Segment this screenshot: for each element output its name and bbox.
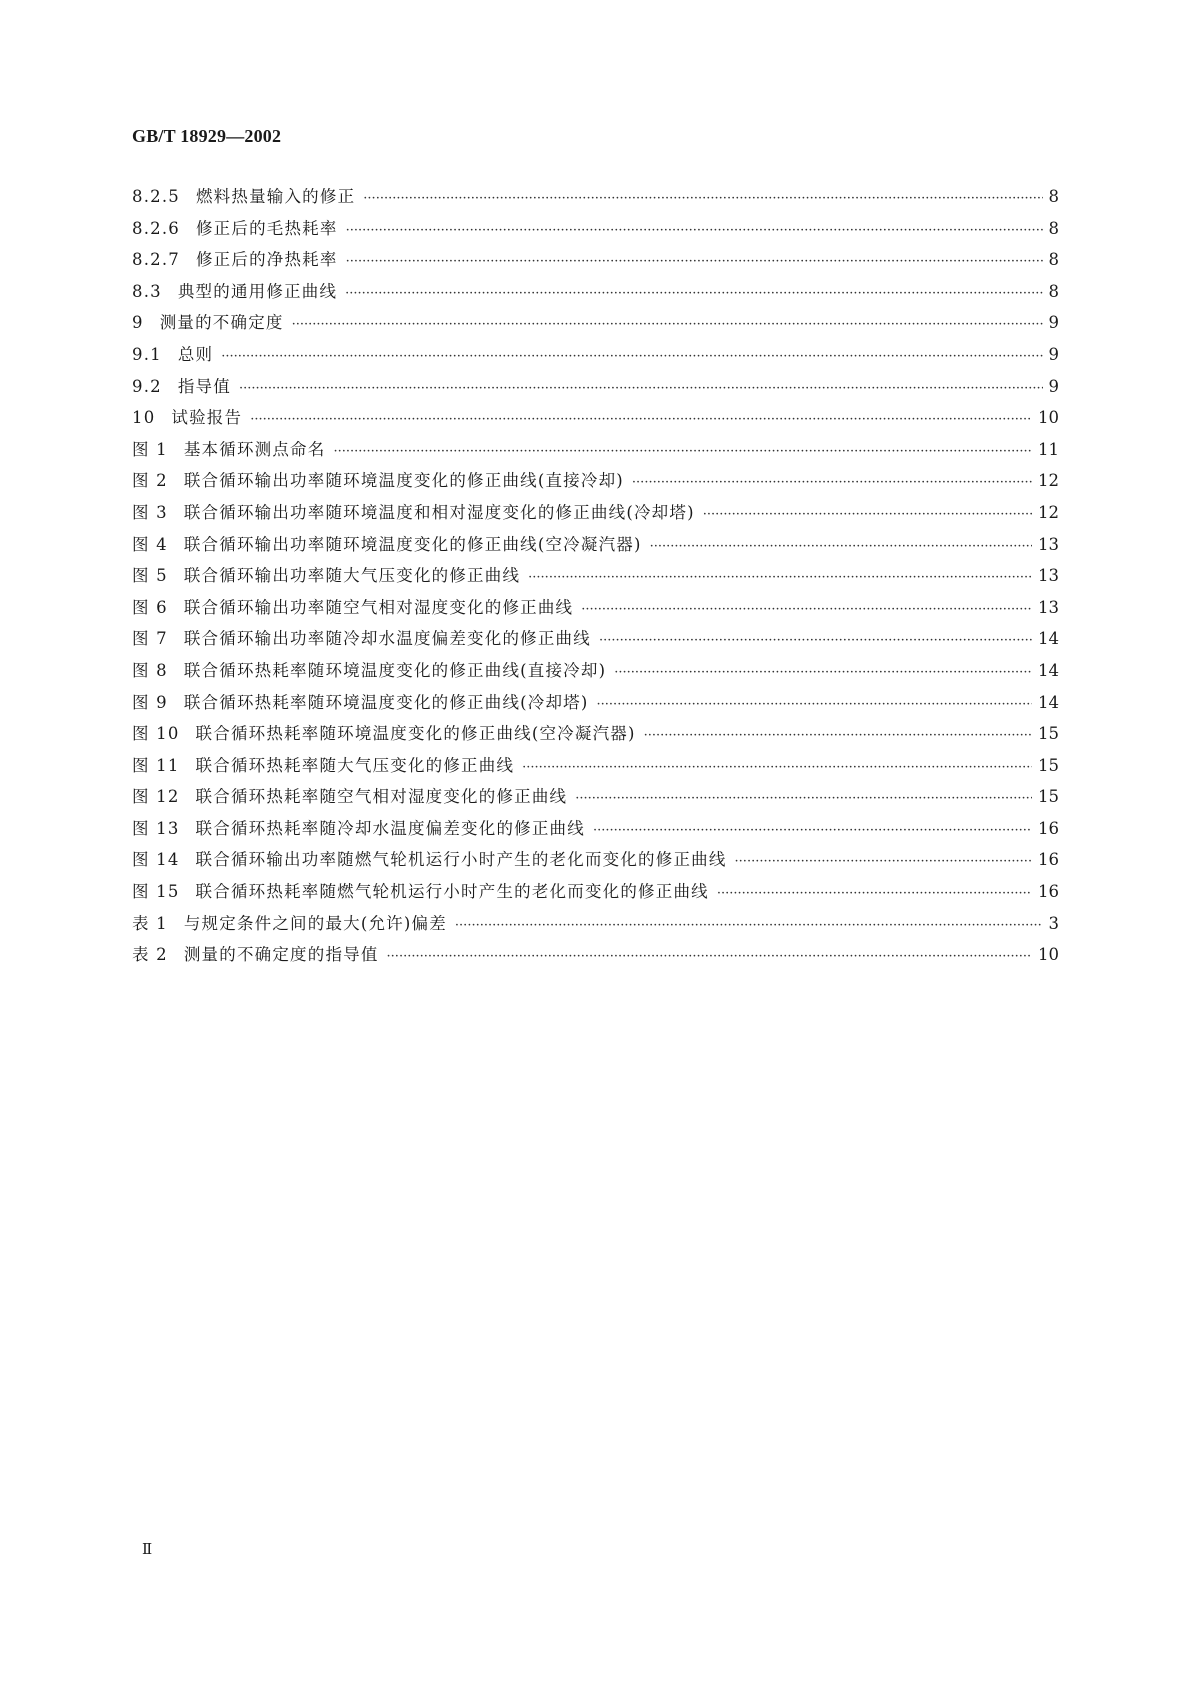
dot-leader [292, 317, 1043, 332]
toc-entry-page: 8 [1048, 281, 1059, 301]
dot-leader [614, 665, 1032, 680]
toc-entry-title: 修正后的毛热耗率 [195, 218, 338, 238]
dot-leader [522, 760, 1032, 775]
toc-entry-number: 9.1 [132, 344, 162, 364]
toc-entry-number: 图 8 [132, 660, 168, 680]
dot-leader [363, 191, 1042, 206]
toc-entry-page: 15 [1038, 787, 1059, 807]
toc-entry-figure-12[interactable] [132, 783, 1059, 815]
toc-entry-title: 联合循环输出功率随环境温度和相对湿度变化的修正曲线(冷却塔) [183, 502, 695, 522]
toc-entry-figure-10[interactable] [132, 720, 1059, 752]
toc-entry-9-2[interactable] [132, 373, 1059, 405]
toc-entry-9[interactable] [132, 309, 1059, 341]
dot-leader [346, 223, 1043, 238]
toc-entry-figure-3[interactable] [132, 499, 1059, 531]
toc-entry-title: 基本循环测点命名 [183, 439, 326, 459]
toc-entry-number: 图 11 [132, 755, 180, 775]
toc-entry-page: 11 [1038, 439, 1059, 459]
toc-entry-number: 图 13 [132, 818, 180, 838]
toc-entry-number: 8.3 [132, 281, 162, 301]
toc-entry-number: 9.2 [132, 376, 162, 396]
toc-entry-page: 8 [1048, 187, 1059, 206]
toc-entry-page: 10 [1038, 945, 1059, 965]
toc-entry-figure-11[interactable] [132, 752, 1059, 784]
toc-entry-title: 联合循环热耗率随环境温度变化的修正曲线(空冷凝汽器) [195, 724, 636, 744]
toc-entry-title: 联合循环输出功率随燃气轮机运行小时产生的老化而变化的修正曲线 [195, 850, 727, 870]
toc-entry-number: 图 14 [132, 850, 180, 870]
dot-leader [333, 444, 1032, 459]
toc-entry-number: 8.2.6 [132, 218, 180, 238]
toc-entry-number: 表 2 [132, 945, 168, 965]
toc-entry-number: 图 5 [132, 566, 168, 586]
dot-leader [735, 854, 1032, 869]
dot-leader [387, 949, 1032, 964]
toc-entry-page: 15 [1038, 724, 1059, 744]
toc-entry-title: 测量的不确定度的指导值 [183, 945, 379, 965]
toc-entry-8-2-5[interactable] [132, 183, 1059, 215]
toc-entry-9-1[interactable] [132, 341, 1059, 373]
dot-leader [575, 791, 1032, 806]
dot-leader [455, 918, 1043, 933]
toc-entry-page: 13 [1038, 566, 1059, 586]
toc-entry-figure-5[interactable] [132, 562, 1059, 594]
toc-entry-page: 16 [1038, 850, 1059, 870]
toc-entry-figure-6[interactable] [132, 594, 1059, 626]
toc-entry-page: 12 [1038, 471, 1059, 491]
toc-entry-title: 与规定条件之间的最大(允许)偏差 [183, 913, 447, 933]
toc-entry-table-2[interactable] [132, 941, 1059, 973]
toc-entry-number: 10 [132, 408, 156, 428]
dot-leader [593, 823, 1032, 838]
toc-entry-title: 联合循环热耗率随环境温度变化的修正曲线(冷却塔) [183, 692, 589, 712]
toc-entry-figure-8[interactable] [132, 657, 1059, 689]
toc-entry-title: 联合循环热耗率随大气压变化的修正曲线 [195, 755, 515, 775]
toc-entry-8-3[interactable] [132, 278, 1059, 310]
toc-entry-figure-7[interactable] [132, 625, 1059, 657]
toc-entry-number: 图 3 [132, 502, 168, 522]
dot-leader [650, 539, 1032, 554]
toc-entry-number: 图 6 [132, 597, 168, 617]
page-folio: Ⅱ [142, 1542, 153, 1558]
toc-entry-number: 图 12 [132, 787, 180, 807]
toc-entry-title: 联合循环热耗率随空气相对湿度变化的修正曲线 [195, 787, 568, 807]
dot-leader [250, 412, 1032, 427]
toc-entry-page: 9 [1048, 313, 1059, 333]
toc-entry-page: 9 [1048, 344, 1059, 364]
toc-entry-page: 14 [1038, 692, 1059, 712]
dot-leader [581, 602, 1032, 617]
toc-entry-number: 8.2.5 [132, 187, 180, 206]
toc-entry-title: 联合循环输出功率随大气压变化的修正曲线 [183, 566, 521, 586]
toc-entry-page: 8 [1048, 218, 1059, 238]
toc-entry-figure-1[interactable] [132, 436, 1059, 468]
table-of-contents [132, 183, 1059, 973]
dot-leader [703, 507, 1032, 522]
toc-entry-number: 图 9 [132, 692, 168, 712]
toc-entry-page: 13 [1038, 534, 1059, 554]
toc-entry-number: 图 1 [132, 439, 168, 459]
dot-leader [644, 728, 1032, 743]
dot-leader [221, 349, 1042, 364]
dot-leader [717, 886, 1032, 901]
toc-entry-page: 14 [1038, 660, 1059, 680]
toc-entry-page: 10 [1038, 408, 1059, 428]
toc-entry-page: 16 [1038, 882, 1059, 902]
toc-entry-page: 9 [1048, 376, 1059, 396]
toc-entry-title: 修正后的净热耗率 [195, 250, 338, 270]
toc-entry-number: 8.2.7 [132, 250, 180, 270]
toc-entry-10[interactable] [132, 404, 1059, 436]
dot-leader [599, 633, 1032, 648]
toc-entry-number: 图 15 [132, 882, 180, 902]
toc-entry-page: 3 [1048, 913, 1059, 933]
toc-entry-title: 试验报告 [171, 408, 243, 428]
toc-entry-page: 16 [1038, 818, 1059, 838]
toc-entry-figure-14[interactable] [132, 846, 1059, 878]
toc-entry-title: 总则 [177, 344, 214, 364]
toc-entry-8-2-6[interactable] [132, 215, 1059, 247]
dot-leader [345, 286, 1042, 301]
toc-entry-page: 8 [1048, 250, 1059, 270]
toc-entry-number: 图 10 [132, 724, 180, 744]
toc-entry-title: 联合循环输出功率随环境温度变化的修正曲线(直接冷却) [183, 471, 624, 491]
toc-entry-number: 图 2 [132, 471, 168, 491]
toc-entry-title: 联合循环热耗率随环境温度变化的修正曲线(直接冷却) [183, 660, 607, 680]
toc-entry-page: 14 [1038, 629, 1059, 649]
toc-entry-title: 测量的不确定度 [159, 313, 284, 333]
toc-entry-title: 燃料热量输入的修正 [195, 187, 356, 206]
toc-entry-figure-15[interactable] [132, 878, 1059, 910]
toc-entry-page: 13 [1038, 597, 1059, 617]
toc-entry-table-1[interactable] [132, 910, 1059, 942]
dot-leader [346, 254, 1043, 269]
toc-entry-number: 图 4 [132, 534, 168, 554]
dot-leader [239, 381, 1043, 396]
toc-entry-title: 联合循环输出功率随空气相对湿度变化的修正曲线 [183, 597, 574, 617]
dot-leader [597, 697, 1032, 712]
toc-entry-page: 15 [1038, 755, 1059, 775]
dot-leader [528, 570, 1032, 585]
toc-entry-page: 12 [1038, 502, 1059, 522]
toc-entry-number: 表 1 [132, 913, 168, 933]
toc-entry-title: 指导值 [177, 376, 231, 396]
toc-entry-title: 联合循环输出功率随冷却水温度偏差变化的修正曲线 [183, 629, 591, 649]
dot-leader [632, 475, 1032, 490]
standard-code: GB/T 18929—2002 [132, 126, 282, 146]
toc-entry-number: 图 7 [132, 629, 168, 649]
toc-entry-number: 9 [132, 313, 144, 333]
toc-entry-figure-9[interactable] [132, 689, 1059, 721]
toc-entry-figure-13[interactable] [132, 815, 1059, 847]
toc-entry-figure-2[interactable] [132, 467, 1059, 499]
toc-entry-title: 联合循环热耗率随燃气轮机运行小时产生的老化而变化的修正曲线 [195, 882, 709, 902]
toc-entry-title: 典型的通用修正曲线 [177, 281, 338, 301]
toc-entry-8-2-7[interactable] [132, 246, 1059, 278]
toc-entry-figure-4[interactable] [132, 531, 1059, 563]
toc-entry-title: 联合循环热耗率随冷却水温度偏差变化的修正曲线 [195, 818, 585, 838]
toc-entry-title: 联合循环输出功率随环境温度变化的修正曲线(空冷凝汽器) [183, 534, 642, 554]
